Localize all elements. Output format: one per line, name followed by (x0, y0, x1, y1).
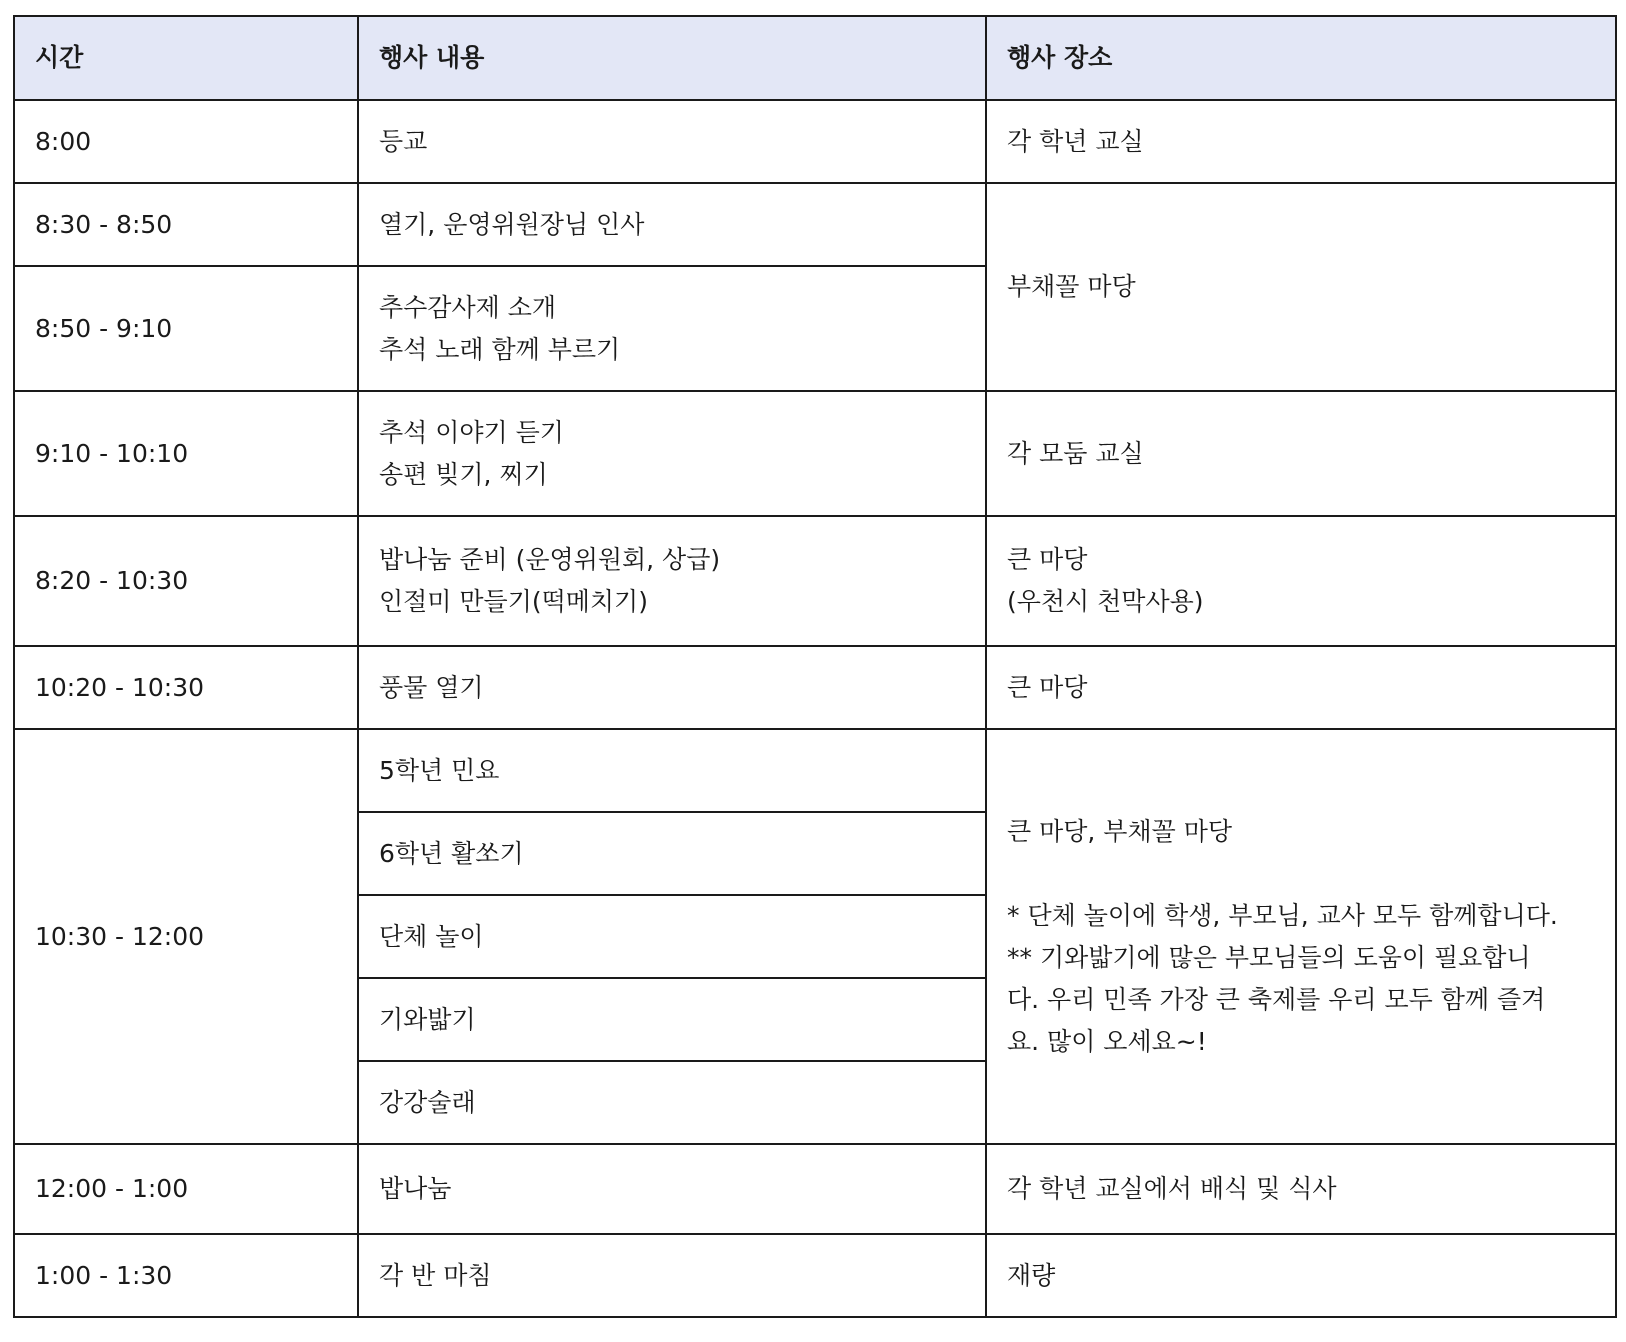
note-line: 요. 많이 오세요~! (1007, 1026, 1207, 1056)
header-place: 행사 장소 (986, 16, 1616, 100)
event-cell (358, 391, 986, 516)
event-line: 인절미 만들기(떡메치기) (379, 587, 648, 616)
event-line: 추석 노래 함께 부르기 (379, 334, 621, 364)
place-cell (986, 729, 1616, 1144)
place-cell: 부채꼴 마당 (986, 183, 1616, 391)
header-time: 시간 (14, 16, 358, 100)
note-line: ** 기와밟기에 많은 부모님들의 도움이 필요합니 (1007, 942, 1531, 972)
place-cell (986, 516, 1616, 646)
event-line: 추수감사제 소개 (379, 292, 556, 322)
event-cell: 5학년 민요 (358, 729, 986, 812)
event-line: 송편 빚기, 찌기 (379, 459, 548, 489)
time-cell: 8:50 - 9:10 (14, 266, 358, 391)
event-line: 밥나눔 준비 (운영위원회, 상급) (379, 545, 721, 574)
event-cell: 열기, 운영위원장님 인사 (358, 183, 986, 266)
note-block (1007, 895, 1595, 1063)
table-row (14, 183, 1616, 266)
header-event: 행사 내용 (358, 16, 986, 100)
header-row (14, 16, 1616, 100)
place-cell: 큰 마당 (986, 646, 1616, 729)
event-cell: 밥나눔 (358, 1144, 986, 1234)
event-line: 추석 이야기 듣기 (379, 417, 564, 447)
place-line: 큰 마당 (1007, 545, 1088, 574)
place-cell: 각 모둠 교실 (986, 391, 1616, 516)
table-row (14, 1144, 1616, 1234)
place-cell: 각 학년 교실 (986, 100, 1616, 183)
event-cell: 기와밟기 (358, 978, 986, 1061)
time-cell: 8:20 - 10:30 (14, 516, 358, 646)
place-cell: 각 학년 교실에서 배식 및 식사 (986, 1144, 1616, 1234)
schedule-sheet (13, 15, 1615, 1318)
event-cell: 풍물 열기 (358, 646, 986, 729)
table-row (14, 646, 1616, 729)
time-cell: 8:00 (14, 100, 358, 183)
place-cell: 재량 (986, 1234, 1616, 1317)
table-row (14, 729, 1616, 812)
time-cell: 12:00 - 1:00 (14, 1144, 358, 1234)
note-line: 다. 우리 민족 가장 큰 축제를 우리 모두 함께 즐겨 (1007, 984, 1546, 1014)
event-cell: 각 반 마침 (358, 1234, 986, 1317)
table-row (14, 516, 1616, 646)
table-row (14, 100, 1616, 183)
time-cell: 9:10 - 10:10 (14, 391, 358, 516)
time-cell: 8:30 - 8:50 (14, 183, 358, 266)
schedule-table (13, 15, 1617, 1318)
time-cell: 10:20 - 10:30 (14, 646, 358, 729)
event-cell: 등교 (358, 100, 986, 183)
event-cell: 6학년 활쏘기 (358, 812, 986, 895)
place-line: 큰 마당, 부채꼴 마당 (1007, 816, 1232, 846)
table-row (14, 1234, 1616, 1317)
time-cell: 10:30 - 12:00 (14, 729, 358, 1144)
place-line: (우천시 천막사용) (1007, 587, 1204, 616)
table-row (14, 391, 1616, 516)
time-cell: 1:00 - 1:30 (14, 1234, 358, 1317)
event-cell: 강강술래 (358, 1061, 986, 1144)
note-line: * 단체 놀이에 학생, 부모님, 교사 모두 함께합니다. (1007, 900, 1558, 930)
event-cell (358, 266, 986, 391)
event-cell (358, 516, 986, 646)
event-cell: 단체 놀이 (358, 895, 986, 978)
